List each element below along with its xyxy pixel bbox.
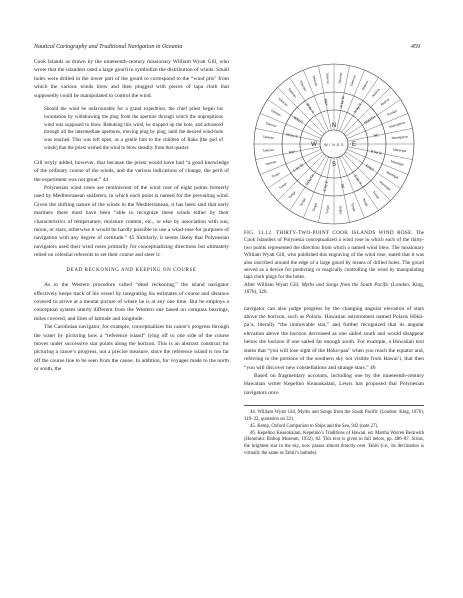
compass-point-label: N by E	[353, 102, 363, 114]
wind-name-label: Tokerau	[311, 74, 319, 87]
compass-point-label: NORTH	[363, 114, 377, 126]
paragraph: navigator can also judge progress by the changing angular elevation of stars above the horizon, such as Polaris. Hawaiian astronomers named Polaris Hōkū-pa’a, literally “the immovable star,” and further recognized that its angular elevation above the horizon decreased as one sailed south and would disappear below the horizon if one sailed far enough south. For example, a Hawaiian text states that “you will lose sight of the Hoku-paa” when you reach the equator and, referring to the portions of the southern sky not visible from Hawai’i, that then “you will discover new constellations and strange stars.” 46	[244, 305, 424, 371]
wind-name-label: Tonga	[278, 181, 288, 191]
inner-s-label: S	[331, 162, 337, 168]
compass-point-label: E by N	[370, 149, 382, 156]
compass-point-label: SE	[340, 183, 345, 189]
wind-name-label: Tonga	[287, 190, 297, 200]
compass-point-label: N by W	[339, 95, 346, 108]
footnote: 44. William Wyatt Gill, Myths and Songs from the South Pacific (London: King, 1876), 319–22, quotation on 321.	[244, 410, 424, 422]
wind-name-label: Marangai	[392, 147, 407, 153]
inner-winds-label: W I N D S	[324, 143, 344, 147]
wind-name-label: Tonga	[270, 171, 281, 179]
compass-point-label: NW	[323, 98, 329, 106]
caption-pub: (London: King, 1876), 320.	[244, 281, 425, 296]
wind-name-label: Maungaroa	[388, 120, 406, 129]
caption-text: The Cook Islanders of Polynesia conceptualized a wind rose in which each of the thirty-two points represented the direction from which a named wind blew. The missionary William Wyatt Gill, who published this engraving of the wind rose, stated that it was also inscribed around the edge of a large gourd by means of drilled holes. The gourd served as a device for predicting or magically controlling the wind by manipulating tapa cloth plugs for the holes.	[244, 230, 424, 281]
running-header: Nautical Cartography and Traditional Navigation in Oceania	[34, 44, 183, 50]
left-column	[34, 58, 229, 374]
footnotes	[244, 405, 424, 458]
wind-name-label: Marangai	[385, 170, 400, 180]
wind-name-label: Tokerau	[262, 147, 275, 153]
compass-point-label: EAST	[364, 163, 375, 173]
paragraph: Based on fragmentary accounts, including one by the nineteenth-century Hawaiian writer Kepelino Keauokalani, Lewis has proposed that Polynesian navigators once	[244, 372, 424, 396]
wind-name-label: Tokerau	[349, 74, 357, 87]
right-column	[244, 230, 424, 458]
wind-name-label: Tonga	[338, 205, 344, 215]
wind-rose-figure	[242, 58, 426, 228]
paragraph: As in the Western procedure called “dead reckoning,” the island navigator effectively keeps track of his vessel by integrating his estimates of course and distance covered to arrive at a mental picture of where he is at any one time. But he employs a conceptual system utterly different from the Western one based on compass bearings, miles covered, and lines of latitude and longitude.	[34, 282, 229, 322]
wind-name-label: Tonga	[371, 190, 381, 200]
wind-name-label: Akarua	[379, 97, 391, 107]
footnote: 46. Kepelino Keauokalani, Kepelino’s Traditions of Hawaii, ed. Martha Warren Beckwith (Honolulu: Bishop Museum, 1932), 82. This text is given in full below, pp. 486–87. Sirius, the brightest star in the sky, now passes almost directly over Tahiti (i.e., its declination is virtually the same as Tahiti’s latitude).	[244, 430, 424, 456]
paragraph: Polynesian wind roses are reminiscent of the wind rose of eight points formerly used by Mediterranean seafarers, in which each point is named for the prevailing wind. Given the shifting nature of the winds in the Mediterranean, it has been said that early mariners there must have been “able to recognize these winds either by their characteristics of temperature, moisture content, etc., or else by association with sun, moon, or stars, otherwise it would be hardly possible to use a wind-rose for purposes of navigation with any degree of certitude.” 45 Similarly, it seems likely that Polynesian navigators used their wind roses primarily for conceptualizing directions but ultimately relied on celestial referents to set their course and steer it.	[34, 185, 229, 259]
wind-name-label: Marangai	[390, 159, 405, 167]
inner-w-label: W	[311, 142, 317, 148]
caption-source: Myths and Songs from the South Pacific	[301, 281, 389, 288]
wind-name-label: Tonga	[350, 202, 357, 212]
wind-name-label: Tonga	[361, 197, 370, 207]
compass-point-label: W by N	[305, 102, 316, 115]
page-number: 459	[411, 44, 420, 50]
section-heading: DEAD RECKONING AND KEEPING ON COURSE	[66, 267, 197, 273]
wind-name-label: Tokerau	[262, 134, 275, 140]
figure-caption	[244, 230, 424, 297]
wind-name-label: Tokerau	[264, 159, 277, 167]
paragraph: Gill wryly added, however, that because the priest would have had “a good knowledge of the ordinary course of the winds, and the various indications of change, the peril of the experiment was not great.” 44	[34, 159, 229, 183]
compass-point-label: WEST	[292, 115, 304, 125]
footnote: 45. Kemp, Oxford Companion to Ships and the Sea, 942 (note 27).	[250, 423, 379, 429]
wind-name-label: Akarua	[360, 80, 370, 92]
wind-name-label: Tokerau	[298, 79, 308, 92]
compass-point-label: NE	[373, 133, 380, 139]
wind-name-label: Tokerau	[287, 87, 298, 99]
wind-name-label: Maungaroa	[391, 134, 408, 141]
compass-point-label: S by W	[292, 162, 305, 173]
block-quote: Should the wind be unfavourable for a grand expedition, the chief priest began his incantation by withdrawing the plug from the aperture through which the unpropitious wind was supposed to blow. Rebuking this wind, he stopped up the hole, and advanced through all the intermediate apertures, moving plug by plug, until the desired wind-hole was reached. This was left open, as a gentle hint to the children of Raka [the god of winds] that the priest wished the wind to blow steadily from that quarter.	[44, 107, 223, 152]
wind-name-label: Tonga	[324, 205, 330, 215]
wind-name-label: Akarua	[370, 87, 381, 99]
wind-name-label: Tokerau	[277, 96, 289, 108]
wind-name-label: Marangai	[378, 179, 392, 192]
wind-name-label: Tokerau	[264, 121, 277, 129]
paragraph: Cook Islands as drawn by the nineteenth-century missionary William Wyatt Gill, who wrote that the islanders used a large gourd to symbolize the distribution of winds. Small holes were drilled in the lower part of the gourd to correspond to the “wind pits” from which the various winds blow and then plugged with pieces of tapa cloth that supposedly could be manipulated to control the wind.	[34, 59, 229, 99]
wind-name-label: Tonga	[311, 202, 318, 212]
caption-after: After William Wyatt Gill,	[244, 281, 300, 288]
compass-point-label: SOUTH	[304, 173, 316, 187]
wind-name-label: Parapu	[386, 108, 398, 117]
compass-point-label: E by S	[353, 174, 363, 186]
wind-name-label: Tokerau	[269, 108, 282, 118]
inner-e-label: E	[351, 142, 357, 148]
caption-label: FIG. 13.12. THIRTY-TWO-POINT COOK ISLANDS WIND ROSE.	[244, 230, 414, 236]
paragraph: The Carolinian navigator, for example, conceptualizes his canoe’s progress through the water by picturing how a “reference island” lying off to one side of the course moves under successive star points along the horizon. This is an abstract construct for picturing a canoe’s progress, not a precise measure, since the reference island is too far off the course line to be seen from the canoe. In addition, for voyages made to the north or south, the	[34, 324, 229, 373]
wind-name-label: Tokerau	[337, 72, 343, 85]
wind-name-label: Tonga	[298, 197, 307, 207]
wind-name-label: Tokerau	[325, 72, 331, 85]
compass-point-label: SW	[288, 149, 296, 155]
compass-point-label: S by E	[322, 180, 329, 192]
compass-point-label: W by S	[285, 132, 298, 139]
inner-n-label: N	[331, 123, 337, 129]
